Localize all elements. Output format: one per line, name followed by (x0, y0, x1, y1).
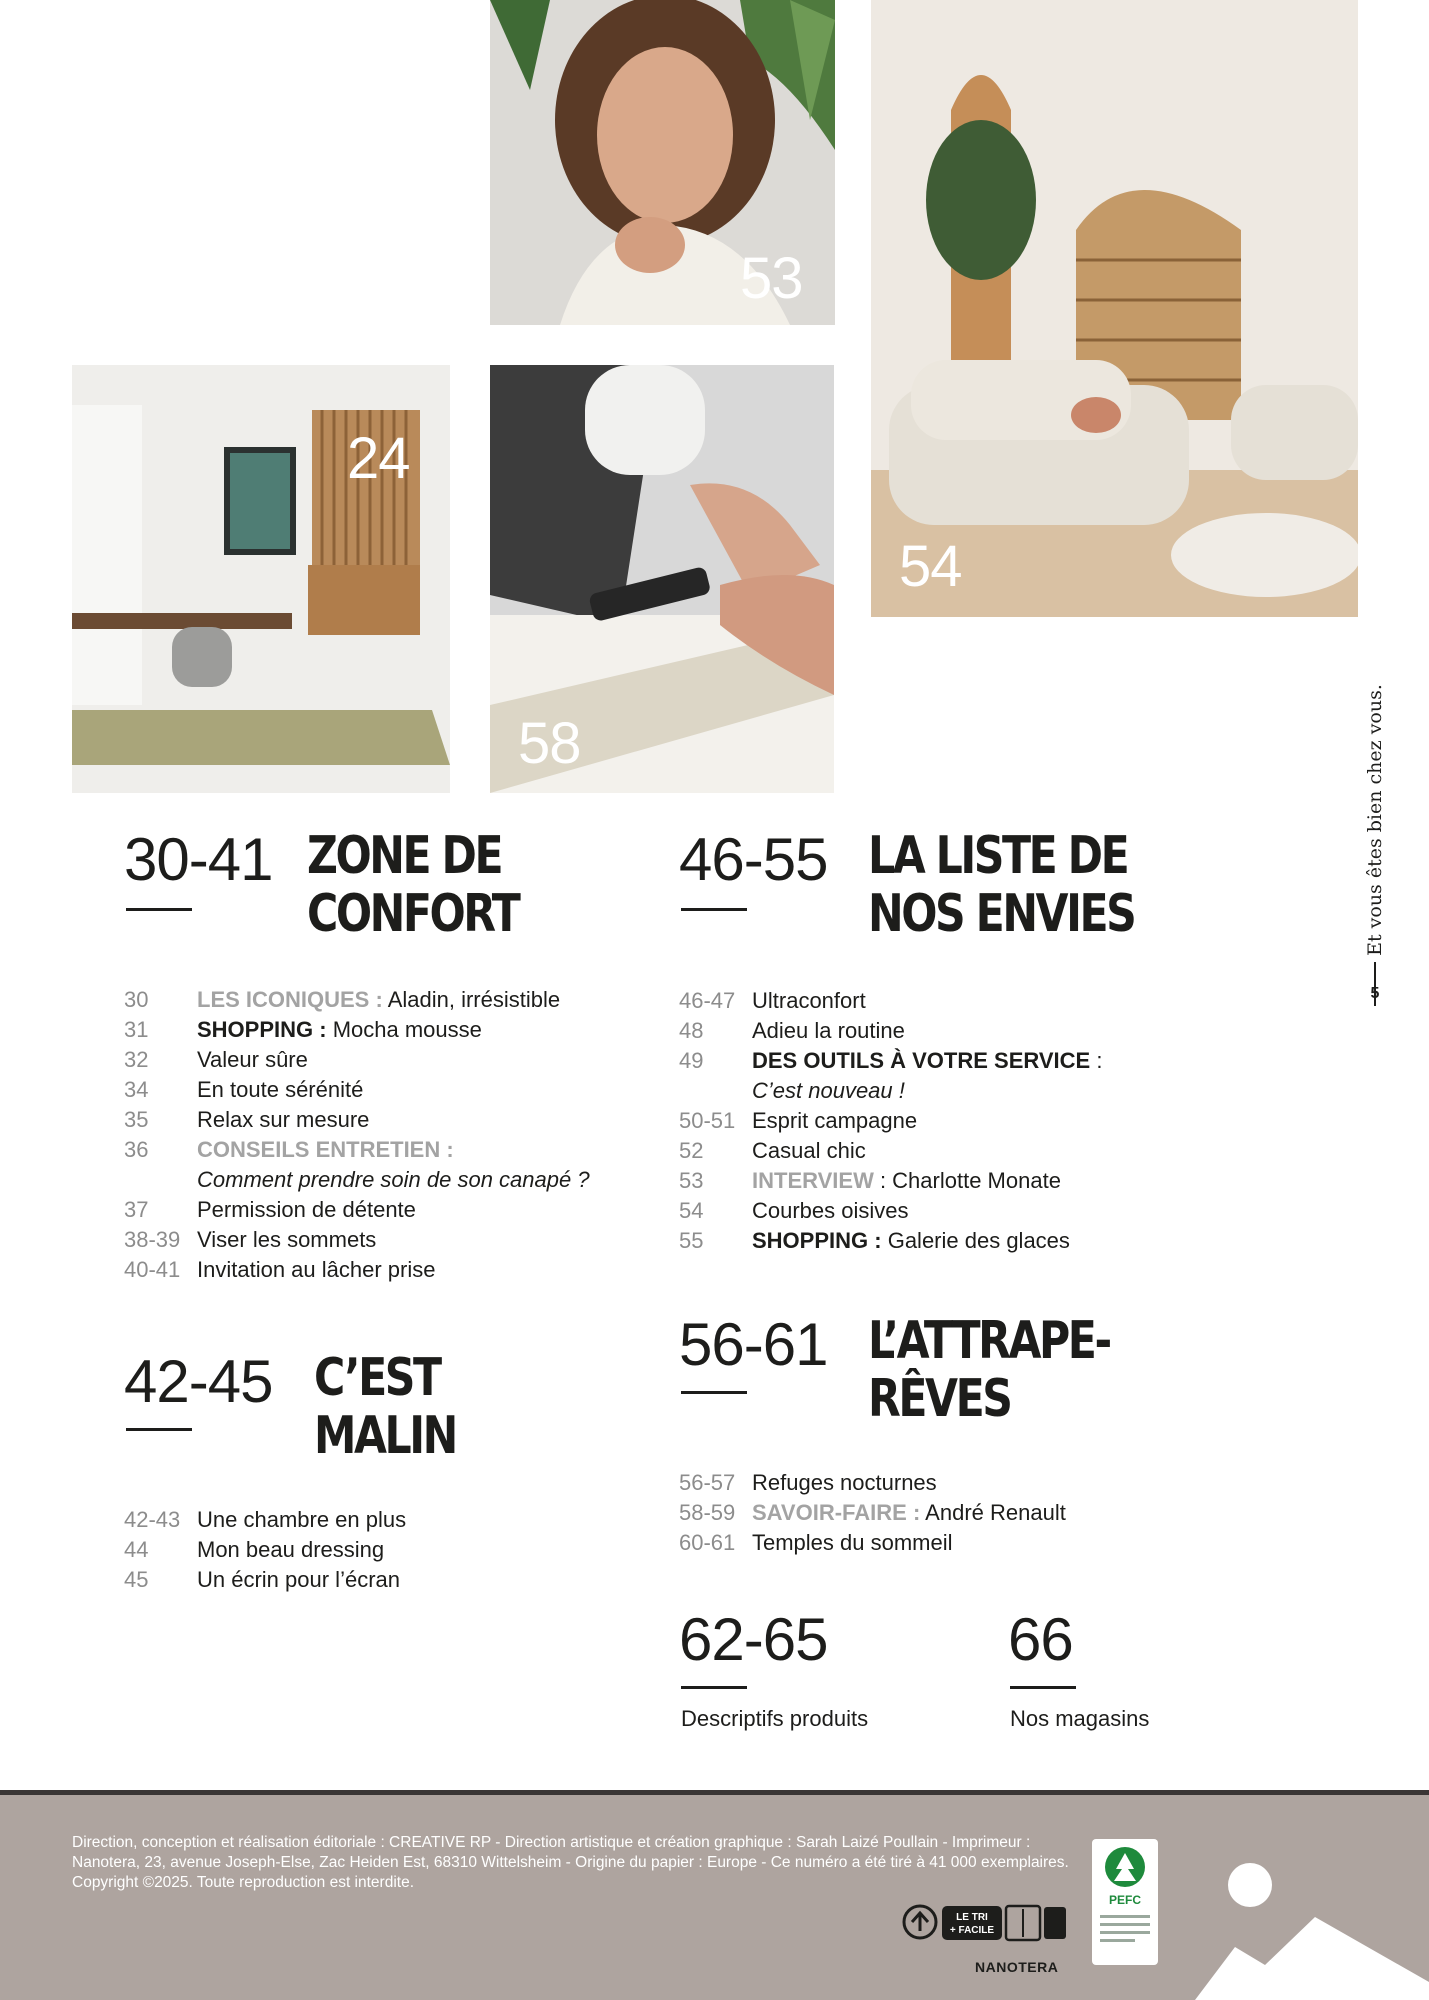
toc-title: Mon beau dressing (197, 1537, 385, 1562)
section-title-line: ZONE DE (307, 826, 502, 886)
section-page-range: 56-61 (679, 1311, 828, 1378)
toc-title: Un écrin pour l’écran (197, 1567, 400, 1592)
section-title (307, 827, 518, 943)
toc-subtitle: Comment prendre soin de son canapé ? (197, 1167, 590, 1192)
pefc-tree-icon (1092, 1839, 1158, 1899)
pefc-logo (1092, 1839, 1158, 1965)
triman-text-line: + FACILE (949, 1925, 995, 1936)
section-page-range: 30-41 (124, 826, 273, 893)
toc-page: 30 (124, 987, 149, 1012)
toc-page: 34 (124, 1077, 149, 1102)
section-rule (126, 908, 192, 911)
toc-title: Viser les sommets (197, 1227, 377, 1252)
toc-page: 32 (124, 1047, 149, 1072)
toc-keyword: SHOPPING : (752, 1228, 882, 1253)
toc-keyword: SAVOIR-FAIRE : (752, 1500, 921, 1525)
toc-title: Esprit campagne (752, 1108, 918, 1133)
toc-keyword: INTERVIEW (752, 1168, 874, 1193)
photo-page-number: 24 (347, 426, 410, 491)
toc-title: Galerie des glaces (887, 1228, 1070, 1253)
photo-sewing (490, 365, 834, 793)
toc-page: 58-59 (679, 1500, 736, 1525)
toc-title: Aladin, irrésistible (387, 987, 561, 1012)
printer-name: NANOTERA (975, 1959, 1059, 1975)
toc-title: Ultraconfort (752, 988, 866, 1013)
section-zone-de-confort (124, 825, 644, 1295)
section-label: Nos magasins (1010, 1706, 1150, 1731)
toc-keyword: LES ICONIQUES : (197, 987, 383, 1012)
toc-page: 56-57 (679, 1470, 736, 1495)
toc-page: 44 (124, 1537, 149, 1562)
section-page-range: 42-45 (124, 1348, 273, 1415)
pefc-fine-print (1100, 1915, 1150, 1947)
toc-keyword: CONSEILS ENTRETIEN : (197, 1137, 454, 1162)
brand-mountain-logo (1195, 1847, 1429, 2000)
section-title-line: L’ATTRAPE- (868, 1311, 1110, 1371)
toc-page: 54 (679, 1198, 704, 1223)
tagline-text: Et vous êtes bien chez vous. (1364, 684, 1386, 956)
toc-title: Une chambre en plus (197, 1507, 407, 1532)
section-title (868, 1312, 1110, 1428)
section-nos-magasins[interactable] (1008, 1605, 1208, 1740)
toc-subtitle: C’est nouveau ! (752, 1078, 905, 1103)
toc-page: 53 (679, 1168, 704, 1193)
toc-keyword: DES OUTILS À VOTRE SERVICE (752, 1048, 1091, 1073)
pefc-label: PEFC (1108, 1893, 1141, 1907)
photo-dining-room (72, 365, 450, 793)
section-rule (1010, 1686, 1076, 1689)
section-page-range: 66 (1008, 1606, 1073, 1673)
section-la-liste-de-nos-envies (679, 825, 1279, 1265)
toc-title: Courbes oisives (752, 1198, 909, 1223)
section-title-line: NOS ENVIES (868, 884, 1135, 944)
toc-page: 52 (679, 1138, 704, 1163)
section-title (868, 827, 1134, 943)
toc-page: 35 (124, 1107, 149, 1132)
section-title-line: MALIN (314, 1406, 456, 1466)
toc-title: Adieu la routine (752, 1018, 905, 1043)
section-rule (126, 1428, 192, 1431)
toc-title: André Renault (925, 1500, 1066, 1525)
toc-title: Valeur sûre (197, 1047, 308, 1072)
photo-page-number: 58 (518, 711, 581, 776)
tagline-vertical (1362, 684, 1388, 956)
toc-title: Temples du sommeil (752, 1530, 953, 1555)
toc-title: Relax sur mesure (197, 1107, 370, 1132)
section-lattrape-reves (679, 1310, 1279, 1560)
toc-title: Mocha mousse (332, 1017, 482, 1042)
section-cest-malin (124, 1347, 644, 1597)
toc-page: 48 (679, 1018, 704, 1043)
toc-page: 38-39 (124, 1227, 181, 1252)
section-label: Descriptifs produits (681, 1706, 869, 1731)
section-descriptifs-produits[interactable] (679, 1605, 939, 1740)
toc-page: 49 (679, 1048, 704, 1073)
triman-recycling-logo (902, 1903, 1072, 1953)
toc-page: 60-61 (679, 1530, 736, 1555)
toc-title: : Charlotte Monate (873, 1168, 1061, 1193)
toc-title: Casual chic (752, 1138, 866, 1163)
living-room-illustration (871, 0, 1358, 617)
toc-page: 55 (679, 1228, 704, 1253)
section-title-line: CONFORT (307, 884, 519, 944)
toc-title: Invitation au lâcher prise (197, 1257, 436, 1282)
toc-page: 31 (124, 1017, 149, 1042)
triman-text-line: LE TRI (956, 1912, 988, 1923)
photo-living-room (871, 0, 1358, 617)
toc-page: 46-47 (679, 988, 736, 1013)
section-title-line: LA LISTE DE (868, 826, 1128, 886)
toc-title: Refuges nocturnes (752, 1470, 937, 1495)
section-rule (681, 1391, 747, 1394)
section-rule (681, 908, 747, 911)
toc-title: : (1090, 1048, 1103, 1073)
toc-title: En toute sérénité (197, 1077, 364, 1102)
section-page-range: 46-55 (679, 826, 828, 893)
photo-page-number: 54 (899, 534, 962, 599)
toc-title: Permission de détente (197, 1197, 416, 1222)
page-number: 5 (1370, 985, 1380, 1002)
section-title-line: C’EST (314, 1348, 440, 1408)
toc-page: 42-43 (124, 1507, 181, 1532)
photo-page-number: 53 (740, 246, 803, 311)
toc-keyword: SHOPPING : (197, 1017, 327, 1042)
toc-page: 50-51 (679, 1108, 736, 1133)
section-page-range: 62-65 (679, 1606, 828, 1673)
section-title-line: RÊVES (868, 1369, 1011, 1429)
photo-portrait (490, 0, 835, 325)
section-title (314, 1349, 456, 1465)
section-rule (681, 1686, 747, 1689)
toc-page: 45 (124, 1567, 149, 1592)
toc-page: 37 (124, 1197, 149, 1222)
footer (0, 1795, 1429, 2000)
toc-page: 40-41 (124, 1257, 181, 1282)
toc-page: 36 (124, 1137, 149, 1162)
footer-credits: Direction, conception et réalisation éditoriale : CREATIVE RP - Direction artistique et création graphique : Sarah Laizé Poullain - Imprimeur : Nanotera, 23, avenue Joseph-Else, Zac Heiden Est, 68310 Wittelsheim - Origine du papier : Europe - Ce numéro a été tiré à 41 000 exemplaires. Copyright ©2025. Toute reproduction est interdite. (72, 1834, 1069, 1891)
